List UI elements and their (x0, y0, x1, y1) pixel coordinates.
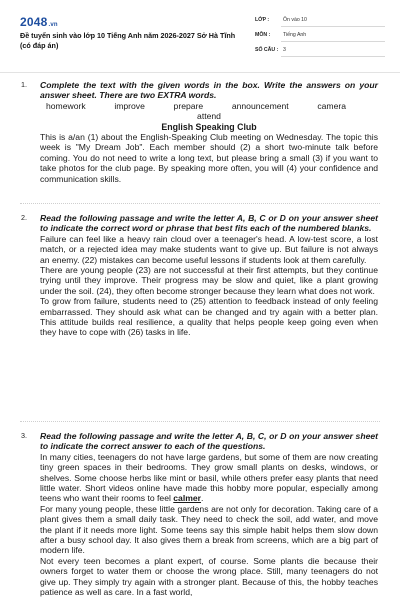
meta-class-value: Ôn vào 10 (283, 17, 307, 23)
underlined-word: calmer (173, 493, 201, 504)
question-number: 2. (21, 213, 27, 222)
document-title: Đề tuyển sinh vào lớp 10 Tiếng Anh năm 2026-2027 Sở Hà Tĩnh (có đáp án) (20, 31, 236, 50)
meta-subject-label: MÔN : (255, 32, 271, 38)
word-option: prepare (173, 100, 204, 111)
meta-rule (281, 26, 385, 27)
passage-paragraph: Not every teen becomes a plant expert, of course. Some plants die because their owners forget to water them or choose the wrong place. Still, many teenagers do not give up. They simply try again with a stronger plant. Because of this, the hobby teaches patience as well as care. In a fast world, (40, 555, 378, 598)
site-logo[interactable] (20, 15, 58, 29)
question-separator (20, 421, 380, 422)
word-option: homework (46, 100, 86, 111)
document-header (0, 0, 400, 72)
meta-rule (281, 41, 385, 42)
word-option: announcement (231, 100, 289, 111)
question-separator (20, 203, 380, 204)
logo-text: 2048 (20, 15, 48, 29)
header-divider (0, 72, 400, 73)
question-instruction: Complete the text with the given words in the box. Write the answers on your answer sheet. There are two EXTRA words. (40, 80, 378, 101)
word-option: improve (114, 100, 145, 111)
question-number: 3. (21, 431, 27, 440)
question-instruction: Read the following passage and write the letter A, B, C or D on your answer sheet to indicate the correct word or phrase that best fits each of the numbered blanks. (40, 213, 378, 234)
passage-paragraph (40, 452, 378, 504)
question-body (40, 213, 378, 338)
passage-paragraph: For many young people, these little gardens are not only for decoration. Taking care of a plant gives them a small daily task. They need to check the soil, add water, and move the plant if it needs more light. Some teens say this simple habit helps them slow down after a busy school day. It also gives them a break from screens, which are a big part of modern life. (40, 503, 378, 556)
word-box (40, 101, 378, 111)
passage-text: In many cities, teenagers do not have large gardens, but some of them are now creating tiny green spaces in their bedrooms. They grow small plants on desks, windows, or shelves. Some choose herbs like mint or basil, while others prefer easy plants that need little water. Short videos online have made this hobby more popular, especially among teens who want their rooms to feel (40, 451, 378, 504)
meta-count-value: 3 (283, 47, 286, 53)
meta-class-label: LỚP : (255, 17, 270, 23)
question-body (40, 431, 378, 598)
question-instruction: Read the following passage and write the letter A, B, C, or D on your answer sheet to indicate the correct answer to each of the questions. (40, 431, 378, 452)
passage-paragraph: To grow from failure, students need to (25) attention to feedback instead of only feeling embarrassed. They should ask what can be changed and try again with a better plan. This attitude builds real resilience, a quality that helps people keep going even when they have to cope with (26) tasks in life. (40, 296, 378, 338)
question-body (40, 80, 378, 184)
meta-subject-value: Tiếng Anh (283, 32, 307, 38)
meta-class-row (255, 17, 385, 29)
passage-paragraph: There are young people (23) are not successful at their first attempts, but they continue trying until they improve. Their progress may be slow and quiet, like a plant growing under the soil. (24), they often become stronger because they learn what does not work. (40, 265, 378, 296)
passage-paragraph: Failure can feel like a heavy rain cloud over a teenager's head. A low-test score, a lost match, or a rejected idea may make students want to give up. But failure is not always an enemy. (22) mistakes can become useful lessons if students look at them carefully. (40, 233, 378, 265)
meta-count-label: SỐ CÂU : (255, 47, 279, 53)
question-number: 1. (21, 80, 27, 89)
passage-title: English Speaking Club (161, 121, 257, 132)
passage-paragraph: This is a/an (1) about the English-Speaking Club meeting on Wednesday. The topic this week is "My Dream Job". Each member should (2) a short two-minute talk before coming. You do not need to write a long text, but please bring a small (3) if you want to take photos for the club page. By speaking more often, you will (4) your confidence and communication skills. (40, 132, 378, 184)
meta-count-row (255, 47, 385, 59)
meta-subject-row (255, 32, 385, 44)
meta-rule (281, 56, 385, 57)
word-option: camera (317, 100, 346, 111)
passage-text: . (201, 493, 204, 504)
logo-suffix: .vn (48, 22, 58, 28)
word-option: attend (197, 111, 221, 122)
